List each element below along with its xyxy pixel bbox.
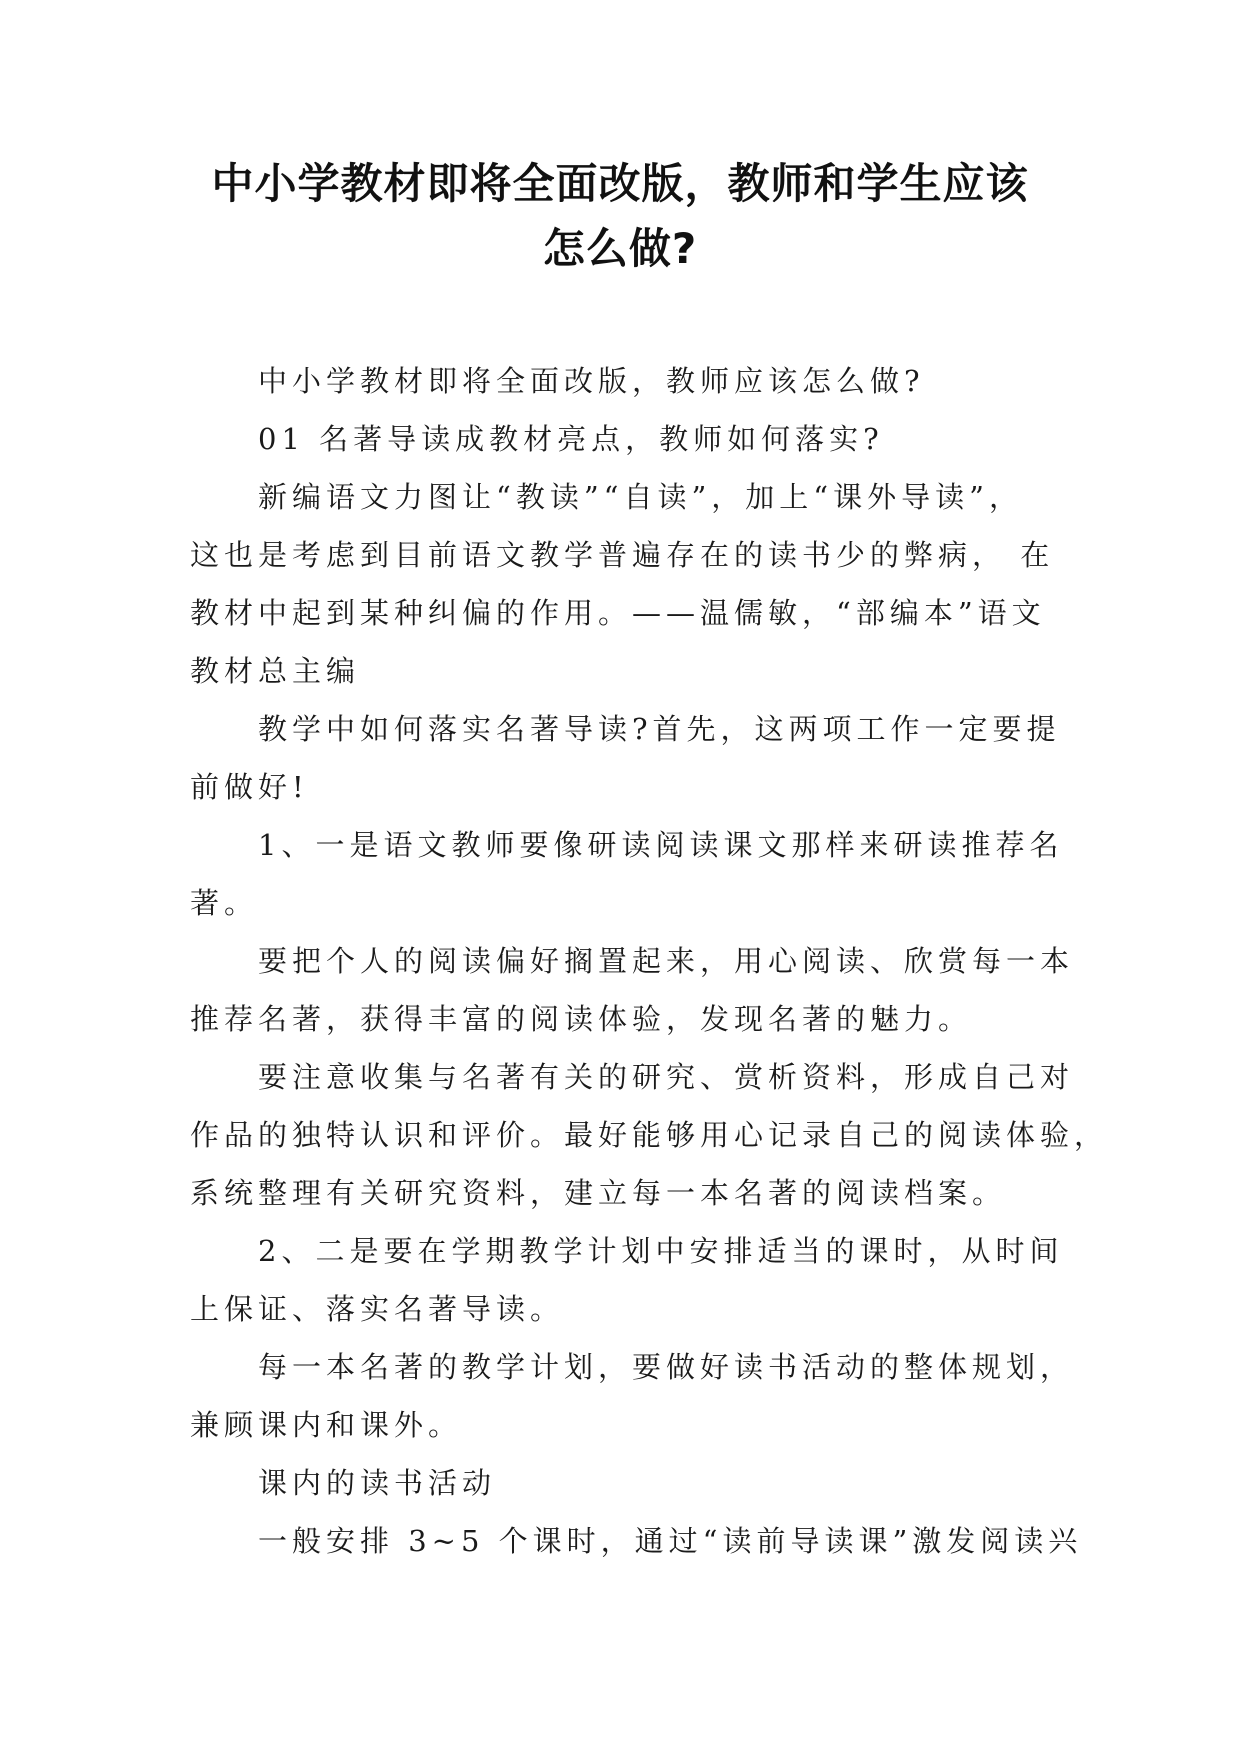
body-text-line: 1、一是语文教师要像研读阅读课文那样来研读推荐名 [258, 828, 1064, 862]
body-text-line: 要注意收集与名著有关的研究、赏析资料，形成自己对 [258, 1060, 1075, 1094]
document-body [190, 352, 1109, 1570]
body-text-line: 作品的独特认识和评价。最好能够用心记录自己的阅读体验， [190, 1118, 1109, 1152]
body-text-line: 01 名著导读成教材亮点，教师如何落实? [258, 422, 884, 456]
body-text-line: 新编语文力图让“教读”“自读”，加上“课外导读”， [258, 480, 1023, 514]
body-text-line: 一般安排 3~5 个课时，通过“读前导读课”激发阅读兴 [258, 1524, 1083, 1558]
body-text-line: 著。 [190, 886, 259, 920]
body-text-line: 这也是考虑到目前语文教学普遍存在的读书少的弊病， 在 [190, 538, 1055, 572]
body-text-line: 2、二是要在学期教学计划中安排适当的课时，从时间 [258, 1234, 1064, 1268]
body-text-line: 推荐名著，获得丰富的阅读体验，发现名著的魅力。 [190, 1002, 973, 1036]
body-text-line: 教材总主编 [190, 654, 361, 688]
document-title-line-2: 怎么做? [542, 224, 698, 273]
body-text-line: 系统整理有关研究资料，建立每一本名著的阅读档案。 [190, 1176, 1007, 1210]
body-text-line: 课内的读书活动 [258, 1466, 497, 1500]
body-text-line: 每一本名著的教学计划，要做好读书活动的整体规划， [258, 1350, 1075, 1384]
body-text-line: 前做好! [190, 770, 309, 804]
body-text-line: 上保证、落实名著导读。 [190, 1292, 565, 1326]
document-title-line-1: 中小学教材即将全面改版，教师和学生应该 [211, 159, 1029, 208]
body-text-line: 要把个人的阅读偏好搁置起来，用心阅读、欣赏每一本 [258, 944, 1075, 978]
body-text-line: 教学中如何落实名著导读?首先，这两项工作一定要提 [258, 712, 1061, 746]
body-text-line: 兼顾课内和课外。 [190, 1408, 463, 1442]
body-text-line: 教材中起到某种纠偏的作用。——温儒敏，“部编本”语文 [190, 596, 1046, 630]
body-text-line: 中小学教材即将全面改版，教师应该怎么做? [258, 364, 925, 398]
